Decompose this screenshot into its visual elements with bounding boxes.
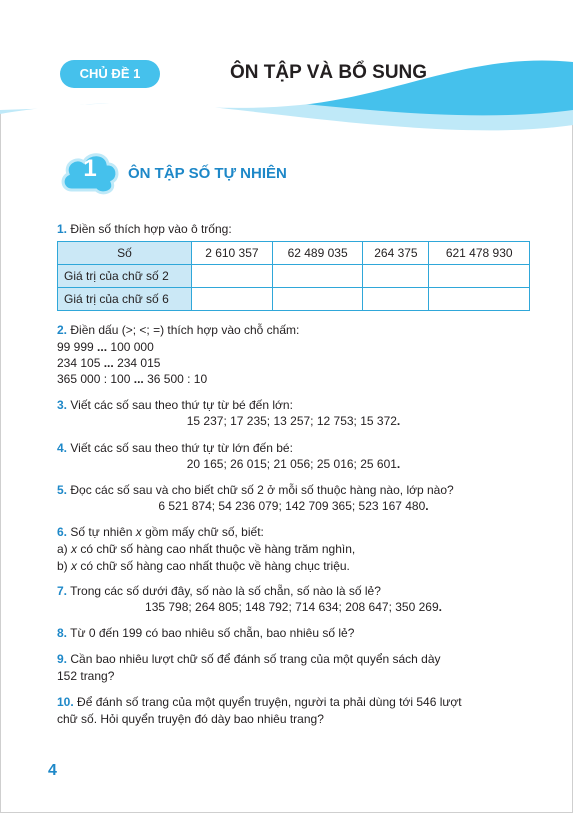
exercise-text: Đọc các số sau và cho biết chữ số 2 ở mỗi số thuộc hàng nào, lớp nào? bbox=[70, 483, 454, 497]
page-number: 4 bbox=[48, 762, 57, 779]
exercise-8-prompt bbox=[57, 625, 354, 642]
exercise-text: Điền dấu (>; <; =) thích hợp vào chỗ chấm: bbox=[70, 323, 300, 337]
period-mark: . bbox=[396, 457, 401, 471]
table-cell: 264 375 bbox=[363, 242, 429, 265]
number-list bbox=[57, 414, 530, 428]
exercise-text: Để đánh số trang của một quyển truyện, người ta phải dùng tới 546 lượt bbox=[77, 695, 462, 709]
chapter-badge: CHỦ ĐỀ 1 bbox=[60, 60, 160, 88]
table-row bbox=[58, 265, 530, 288]
comparison-left: 234 105 bbox=[57, 356, 104, 370]
comparison-dots: ... bbox=[103, 356, 114, 370]
part-text: có chữ số hàng cao nhất thuộc về hàng chục triệu. bbox=[77, 559, 350, 573]
lesson-number: 1 bbox=[83, 155, 97, 182]
exercise-number: 5. bbox=[57, 483, 68, 497]
table-cell bbox=[272, 265, 363, 288]
table-cell bbox=[363, 288, 429, 311]
exercise-number: 9. bbox=[57, 652, 68, 666]
exercise-5-prompt bbox=[57, 482, 454, 499]
exercise-text: Viết các số sau theo thứ tự từ bé đến lớn: bbox=[70, 398, 293, 412]
table-cell: 62 489 035 bbox=[272, 242, 363, 265]
comparison-line bbox=[57, 355, 160, 372]
exercise-6-part-a bbox=[57, 541, 355, 558]
table-cell bbox=[192, 265, 273, 288]
table-cell bbox=[363, 265, 429, 288]
number-list bbox=[57, 600, 530, 614]
exercise-number: 6. bbox=[57, 525, 68, 539]
variable-x: x bbox=[71, 559, 78, 573]
exercise-number: 7. bbox=[57, 584, 68, 598]
exercise-4-prompt bbox=[57, 440, 293, 457]
table-cell: 621 478 930 bbox=[429, 242, 530, 265]
exercise-text: Cần bao nhiêu lượt chữ số để đánh số trang của một quyển sách dày bbox=[70, 652, 441, 666]
table-row-label: Giá trị của chữ số 6 bbox=[58, 288, 192, 311]
exercise-1-prompt bbox=[57, 221, 232, 238]
table-cell bbox=[429, 265, 530, 288]
comparison-left: 99 999 bbox=[57, 340, 98, 354]
chapter-title: ÔN TẬP VÀ BỔ SUNG bbox=[230, 62, 428, 83]
exercise-6-prompt bbox=[57, 524, 264, 541]
exercise-number: 8. bbox=[57, 626, 68, 640]
place-value-table bbox=[57, 241, 530, 311]
period-mark: . bbox=[396, 414, 401, 428]
exercise-text: Điền số thích hợp vào ô trống: bbox=[70, 222, 232, 236]
exercise-3-prompt bbox=[57, 397, 293, 414]
comparison-dots: ... bbox=[97, 340, 108, 354]
exercise-text: Từ 0 đến 199 có bao nhiêu số chẵn, bao nhiêu số lẻ? bbox=[70, 626, 355, 640]
table-cell bbox=[429, 288, 530, 311]
number-sequence: 15 237; 17 235; 13 257; 12 753; 15 372 bbox=[186, 414, 397, 428]
comparison-right: 100 000 bbox=[107, 340, 154, 354]
number-list bbox=[57, 457, 530, 471]
comparison-dots: ... bbox=[133, 372, 144, 386]
number-list bbox=[57, 499, 530, 513]
exercise-9-continuation bbox=[57, 668, 114, 685]
exercise-number: 4. bbox=[57, 441, 68, 455]
number-sequence: 20 165; 26 015; 21 056; 25 016; 25 601 bbox=[186, 457, 397, 471]
comparison-right: 234 015 bbox=[113, 356, 161, 370]
exercise-10-continuation bbox=[57, 711, 324, 728]
table-row bbox=[58, 242, 530, 265]
table-header-cell: Số bbox=[58, 242, 192, 265]
exercise-number: 1. bbox=[57, 222, 68, 236]
table-cell bbox=[192, 288, 273, 311]
exercise-text: Số tự nhiên bbox=[70, 525, 136, 539]
variable-x: x bbox=[71, 542, 78, 556]
exercise-text: Viết các số sau theo thứ tự từ lớn đến bé: bbox=[70, 441, 293, 455]
lesson-title: ÔN TẬP SỐ TỰ NHIÊN bbox=[128, 165, 287, 182]
exercise-text: Trong các số dưới đây, số nào là số chẵn, số nào là số lẻ? bbox=[70, 584, 381, 598]
exercise-6-part-b bbox=[57, 558, 350, 575]
period-mark: . bbox=[438, 600, 442, 614]
part-text: có chữ số hàng cao nhất thuộc về hàng trăm nghìn, bbox=[77, 542, 356, 556]
comparison-line bbox=[57, 371, 207, 388]
exercise-7-prompt bbox=[57, 583, 381, 600]
exercise-2-prompt bbox=[57, 322, 299, 339]
part-prefix: a) bbox=[57, 542, 72, 556]
exercise-number: 2. bbox=[57, 323, 68, 337]
exercise-10-prompt bbox=[57, 694, 530, 711]
exercise-9-prompt bbox=[57, 651, 530, 668]
part-prefix: b) bbox=[57, 559, 72, 573]
comparison-line bbox=[57, 339, 154, 356]
exercise-text: 152 trang? bbox=[57, 669, 115, 683]
number-sequence: 6 521 874; 54 236 079; 142 709 365; 523 167 480 bbox=[158, 499, 426, 513]
comparison-left: 365 000 : 100 bbox=[57, 372, 134, 386]
table-cell bbox=[272, 288, 363, 311]
comparison-right: 36 500 : 10 bbox=[143, 372, 208, 386]
exercise-text: gồm mấy chữ số, biết: bbox=[141, 525, 264, 539]
exercise-number: 10. bbox=[57, 695, 74, 709]
exercise-text: chữ số. Hỏi quyển truyện đó dày bao nhiêu trang? bbox=[57, 712, 324, 726]
period-mark: . bbox=[425, 499, 429, 513]
table-cell: 2 610 357 bbox=[192, 242, 273, 265]
variable-x: x bbox=[135, 525, 142, 539]
number-sequence: 135 798; 264 805; 148 792; 714 634; 208 647; 350 269 bbox=[145, 600, 439, 614]
table-row-label: Giá trị của chữ số 2 bbox=[58, 265, 192, 288]
exercise-number: 3. bbox=[57, 398, 68, 412]
table-row bbox=[58, 288, 530, 311]
